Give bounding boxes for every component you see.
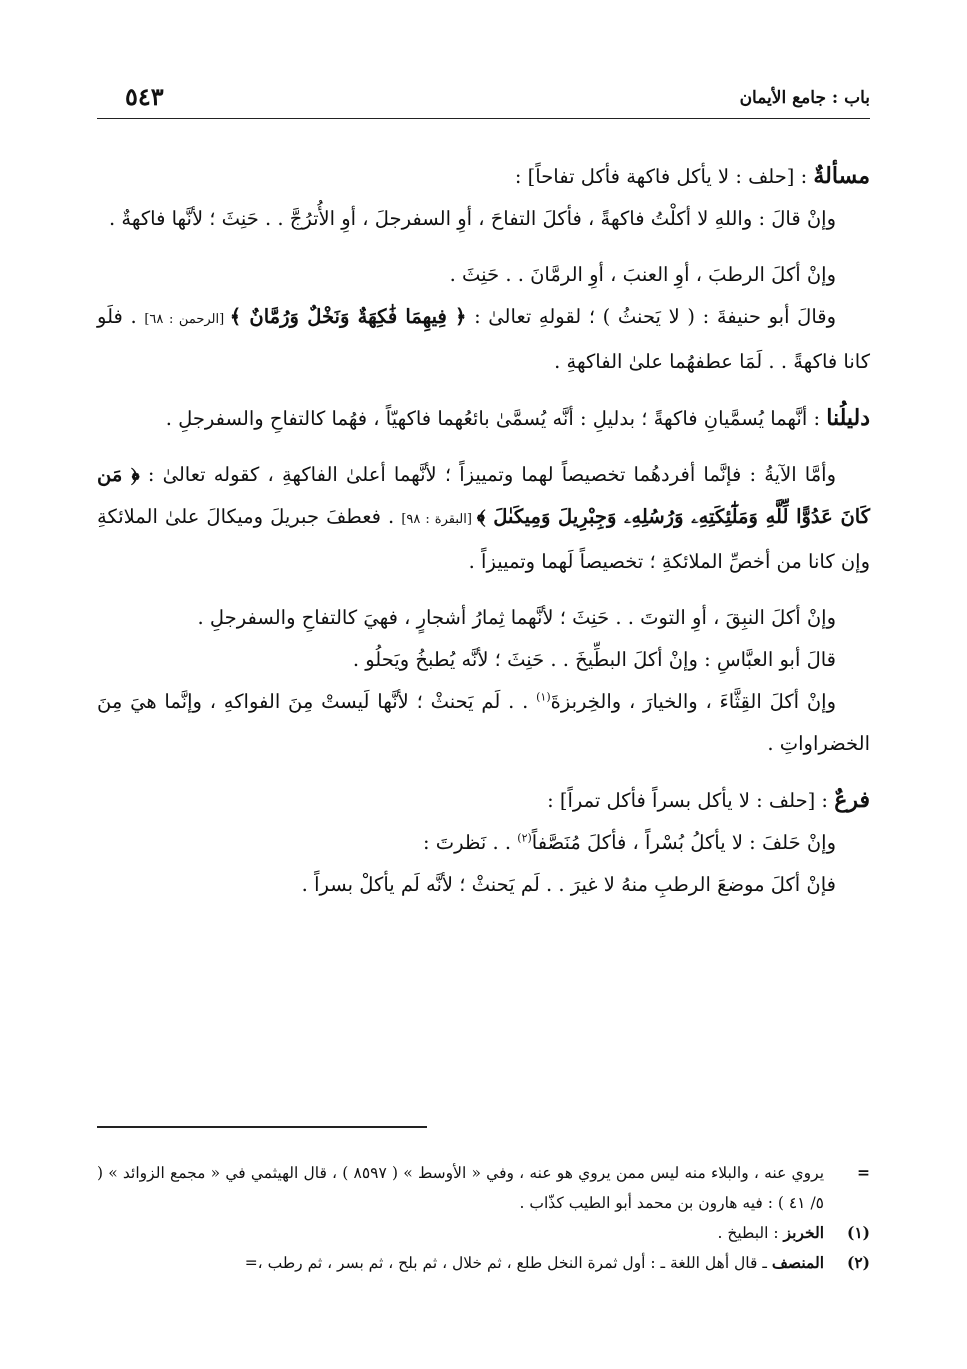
text-span: وأمَّا الآيةُ : فإنَّما أفردهُما تخصيصاً لهما وتمييزاً ؛ لأنَّهما أعلىٰ الفاكهةِ ، كقوله تعالىٰ : [139, 463, 836, 486]
paragraph: وإنْ أكلَ النبِقَ ، أوِ التوتَ . . حَنِثَ ؛ لأنَّهما ثِمارُ أشجارٍ ، فهيَ كالتفاحِ والسفرجلِ . [197, 606, 836, 629]
spacer [97, 440, 870, 454]
paragraph [97, 397, 870, 440]
paragraph [97, 454, 870, 583]
spacer [97, 240, 870, 254]
footnote-ref[interactable]: (٢) [517, 831, 532, 845]
paragraph [97, 822, 870, 864]
far-title: : [حلف : لا يأكل بسراً فأكل تمراً] : [547, 789, 835, 812]
paragraph: فإنْ أكلَ موضعَ الرطبِ منهُ لا غيرَ . . لَم يَحنثْ ؛ لأنَّه لَم يأكلْ بسراً . [301, 873, 836, 896]
text-span: . . نَظرتَ : [422, 831, 518, 854]
footnote-term: المنصف [771, 1253, 824, 1272]
spacer [97, 383, 870, 397]
footnote-text: ـ قال أهل اللغة ـ : أول ثمرة النخل طلع ، ثم خلال ، ثم بلح ، ثم بسر ، ثم رطب ،= [244, 1254, 772, 1272]
footnote-marker: = [857, 1163, 870, 1182]
text-span: وإنْ حَلفَ : لا يأكلُ بُسْراً ، فأكلَ مُنَصَّفاً [531, 831, 836, 854]
paragraph [97, 296, 870, 383]
spacer [97, 583, 870, 597]
footnote-2 [97, 1248, 870, 1278]
section-title: باب : جامع الأيمان [739, 88, 870, 108]
footnote-term: الخربز [783, 1223, 824, 1242]
paragraph: قالَ أبو العبَّاسِ : وإنْ أكلَ البطِّيخَ . . حَنِثَ ؛ لأنَّه يُطبخُ ويَحلُو . [352, 648, 836, 671]
quran-verse: ﴿ فِيهِمَا فَٰكِهَةٌ وَنَخْلٌ وَرُمَّانٌ ﴾ [229, 305, 467, 328]
text-span: وقالَ أبو حنيفةَ : ( لا يَحنثُ ) ؛ لقولهِ تعالىٰ : [466, 305, 837, 328]
footnote-continuation [97, 1158, 870, 1218]
footnote-marker: (١) [846, 1223, 870, 1242]
footnote-ref[interactable]: (١) [536, 690, 551, 704]
masala-title: : [حلف : لا يأكل فاكهة فأكل تفاحاً] : [514, 165, 814, 188]
spacer [97, 765, 870, 779]
quran-verse: ﴿ مَن كَانَ عَدُوًّا لِّلَّهِ وَمَلَٰٓئِكَتِهِۦ وَرُسُلِهِۦ وَجِبْرِيلَ وَمِيكَىٰلَ ﴾ [97, 463, 870, 528]
text-span: . فعطفَ جبريلَ وميكالَ علىٰ الملائكةِ وإن كانا من أخصِّ الملائكةِ ؛ تخصيصاً لَهما وتمييزاً . [97, 505, 870, 573]
masala-heading [97, 155, 870, 198]
footnote-text: يروي عنه ، والبلاء منه ليس ممن يروي هو عنه ، وفي « الأوسط » ( ٨٥٩٧ ) ، قال الهيثمي في « مجمع الزوائد » ( ٥/ ٤١ ) : فيه هارون بن محمد أبو الطيب كذّاب . [97, 1164, 825, 1212]
text-span: . . لَم يَحنثْ ؛ لأنَّها لَيستْ مِنَ الفواكهِ ، وإنَّما هيَ مِنَ الخضراواتِ . [97, 690, 870, 755]
paragraph [97, 681, 870, 765]
paragraph: وإنْ أكلَ الرطبَ ، أوِ العنبَ ، أوِ الرمَّانَ . . حَنِثَ . [449, 263, 836, 286]
paragraph: وإنْ قالَ : واللهِ لا أكلْتُ فاكهةً ، فأكلَ التفاحَ ، أوِ السفرجلَ ، أوِ الأُترُجَّ . . حَنِثَ ؛ لأنَّها فاكهةٌ . [109, 207, 836, 230]
text-span: وإنْ أكلَ القِثَّاءَ ، والخيارَ ، والخِربزةَ [550, 690, 836, 713]
far-label: فرعٌ [834, 787, 870, 813]
text-span: : أنَّهما يُسمَّيانِ فاكهةً ؛ بدليلِ : أنَّه يُسمَّىٰ بائعُهما فاكهيّاً ، فهُما كالتفاحِ والسفرجلِ . [165, 407, 827, 430]
far-heading [97, 779, 870, 822]
page-number: ٥٤٣ [125, 82, 164, 111]
footnote-marker: (٢) [846, 1253, 870, 1272]
masala-label: مسألةٌ [813, 163, 870, 189]
verse-reference: [البقرة : ٩٨] [401, 512, 477, 527]
main-text [97, 155, 870, 906]
text-span: . فلَو كانا فاكهةً . . لَمَا عطفهُما علىٰ الفاكهةِ . [97, 305, 870, 373]
footnotes [97, 1158, 870, 1278]
page-header [97, 78, 870, 119]
dalil-label: دليلُنا [826, 405, 870, 431]
verse-reference: [الرحمن : ٦٨] [144, 312, 230, 327]
footnote-divider [97, 1126, 427, 1128]
footnote-text: : البطيخ . [717, 1224, 784, 1242]
footnote-1 [97, 1218, 870, 1248]
